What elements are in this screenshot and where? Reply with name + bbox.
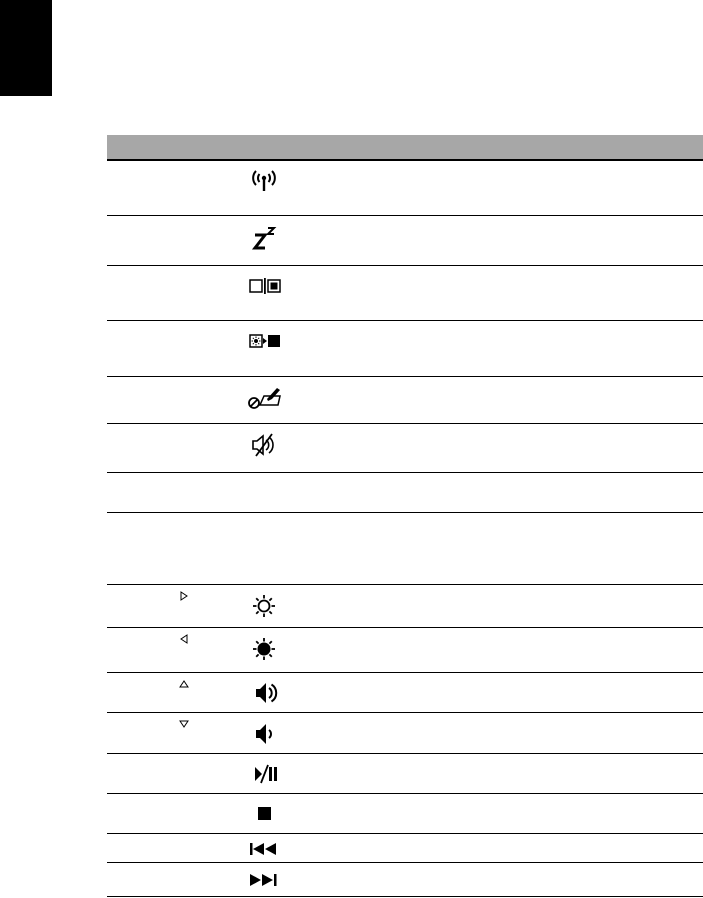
table-row — [107, 793, 703, 834]
brightness-down-icon — [247, 636, 281, 662]
table-row — [107, 584, 703, 628]
table-row — [107, 472, 703, 513]
touchpad-toggle-icon — [247, 385, 281, 411]
arrow-up-icon — [179, 679, 189, 689]
volume-down-icon — [247, 721, 281, 747]
hotkey-table — [107, 135, 703, 160]
table-row — [107, 265, 703, 321]
table-row — [107, 833, 703, 863]
arrow-down-icon — [179, 719, 189, 729]
table-row — [107, 320, 703, 377]
table-row — [107, 376, 703, 424]
table-row — [107, 160, 703, 216]
next-track-icon — [247, 867, 281, 893]
play-pause-icon — [247, 761, 281, 787]
language-tab — [0, 0, 52, 96]
previous-track-icon — [247, 836, 281, 862]
table-row — [107, 627, 703, 673]
table-row — [107, 672, 703, 713]
arrow-right-icon — [179, 591, 189, 601]
table-row — [107, 423, 703, 473]
volume-up-icon — [247, 680, 281, 706]
table-row — [107, 753, 703, 794]
sleep-zz-icon — [247, 224, 281, 250]
table-bottom-rule — [107, 896, 703, 897]
speaker-mute-icon — [247, 432, 281, 458]
arrow-left-icon — [179, 634, 189, 644]
screen-blank-icon — [247, 329, 281, 355]
table-header — [107, 135, 703, 160]
table-row — [107, 862, 703, 897]
table-row — [107, 712, 703, 754]
table-row — [107, 215, 703, 266]
brightness-up-icon — [247, 593, 281, 619]
wireless-antenna-icon — [247, 169, 281, 195]
display-toggle-icon — [247, 274, 281, 300]
stop-icon — [247, 801, 281, 827]
table-row — [107, 512, 703, 585]
